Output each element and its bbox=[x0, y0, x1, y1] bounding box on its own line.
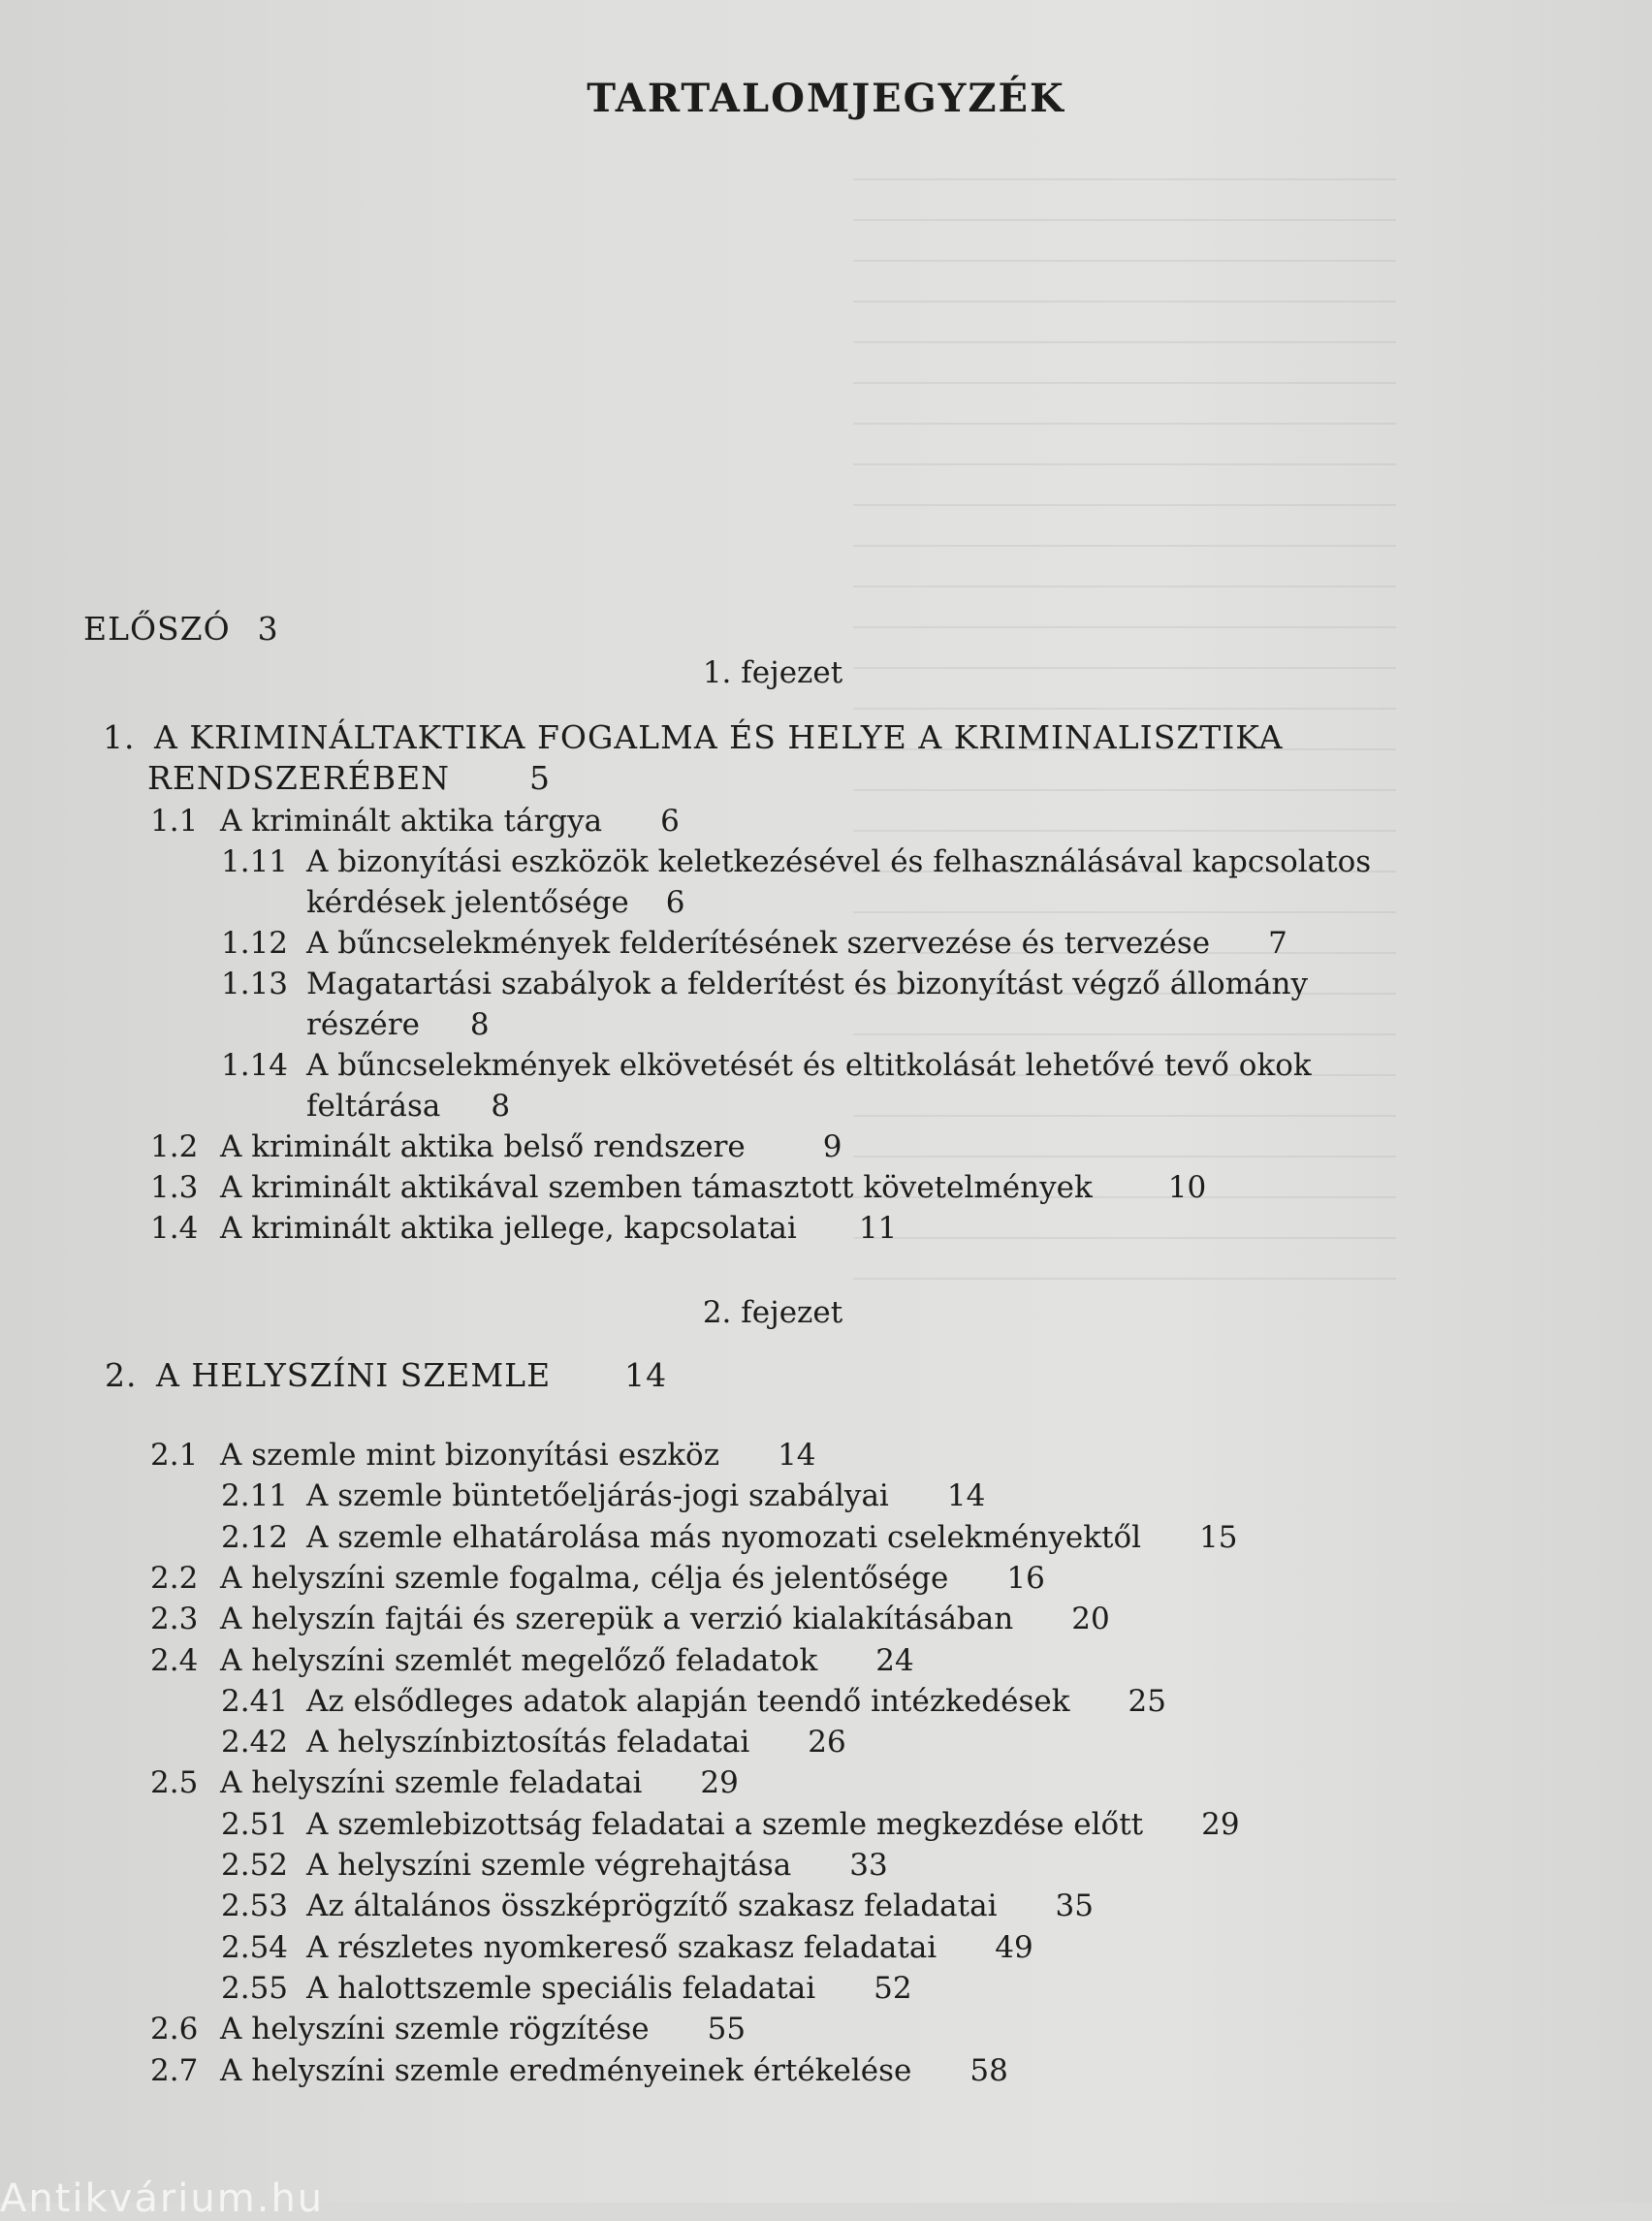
toc-page: 8 bbox=[469, 1007, 490, 1042]
toc-entry bbox=[221, 923, 1287, 964]
toc-entry bbox=[221, 1045, 1312, 1086]
toc-label: ELŐSZÓ bbox=[83, 610, 231, 648]
toc-text: A szemle büntetőeljárás-jogi szabályai bbox=[306, 1478, 889, 1513]
toc-page: 58 bbox=[969, 2053, 1008, 2088]
toc-page: 3 bbox=[257, 610, 279, 648]
toc-text: A részletes nyomkereső szakasz feladatai bbox=[306, 1930, 937, 1965]
toc-page: 55 bbox=[707, 2012, 747, 2046]
toc-page: 20 bbox=[1071, 1602, 1110, 1636]
toc-text: feltárása bbox=[306, 1089, 441, 1124]
toc-number: 1.1 bbox=[150, 804, 199, 839]
toc-text: kérdések jelentősége bbox=[306, 885, 629, 920]
toc-entry bbox=[150, 1435, 816, 1475]
toc-text: A kriminált aktika tárgya bbox=[220, 804, 603, 839]
toc-entry bbox=[221, 1681, 1166, 1722]
toc-text: A helyszíni szemle eredményeinek értékelése bbox=[220, 2053, 912, 2088]
toc-number: 1.4 bbox=[150, 1211, 199, 1246]
toc-text: A bűncselekmények felderítésének szervezése és tervezése bbox=[306, 926, 1211, 961]
toc-number: 2. bbox=[105, 1356, 138, 1394]
toc-entry bbox=[221, 1845, 888, 1886]
toc-text: Az elsődleges adatok alapján teendő intézkedések bbox=[306, 1684, 1070, 1719]
toc-page: 15 bbox=[1199, 1520, 1238, 1555]
toc-entry bbox=[221, 1804, 1240, 1845]
toc-text: A helyszínbiztosítás feladatai bbox=[306, 1725, 750, 1760]
toc-entry bbox=[150, 1599, 1110, 1639]
toc-entry bbox=[221, 1968, 912, 2009]
toc-entry bbox=[150, 1208, 897, 1249]
chapter-1-heading: 1. fejezet bbox=[702, 655, 843, 690]
toc-page: 10 bbox=[1167, 1170, 1207, 1205]
toc-text: A helyszíni szemle feladatai bbox=[220, 1765, 643, 1800]
toc-entry bbox=[150, 1126, 842, 1167]
toc-number: 2.7 bbox=[150, 2053, 199, 2088]
toc-text: A KRIMINÁLTAKTIKA FOGALMA ÉS HELYE A KRIMINALISZTIKA bbox=[154, 718, 1284, 756]
toc-entry bbox=[221, 1886, 1094, 1926]
toc-entry-chapter-1-cont bbox=[147, 758, 551, 799]
toc-page: 14 bbox=[778, 1438, 816, 1473]
toc-text: Magatartási szabályok a felderítést és bizonyítást végző állomány bbox=[306, 967, 1309, 1001]
toc-number: 2.53 bbox=[221, 1888, 289, 1923]
toc-entry bbox=[221, 1722, 846, 1762]
toc-text: A kriminált aktika jellege, kapcsolatai bbox=[220, 1211, 797, 1246]
toc-page: 7 bbox=[1268, 926, 1287, 961]
toc-text: A helyszíni szemlét megelőző feladatok bbox=[220, 1643, 818, 1678]
toc-number: 2.5 bbox=[150, 1765, 199, 1800]
toc-page: 5 bbox=[529, 759, 552, 797]
toc-page: 9 bbox=[822, 1129, 842, 1164]
toc-entry bbox=[150, 1167, 1206, 1208]
toc-page: 11 bbox=[858, 1211, 898, 1246]
toc-page: 35 bbox=[1055, 1888, 1094, 1923]
toc-page: 14 bbox=[624, 1356, 668, 1394]
toc-text: A helyszíni szemle végrehajtása bbox=[306, 1848, 792, 1883]
toc-entry-cont bbox=[306, 882, 685, 923]
toc-text: RENDSZERÉBEN bbox=[147, 759, 451, 797]
toc-page: 25 bbox=[1128, 1684, 1166, 1719]
toc-entry bbox=[150, 1762, 739, 1803]
watermark: Antikvárium.hu bbox=[0, 2176, 325, 2221]
toc-number: 2.12 bbox=[221, 1520, 289, 1555]
toc-entry bbox=[150, 801, 680, 841]
toc-text: részére bbox=[306, 1007, 420, 1042]
toc-number: 1.11 bbox=[221, 844, 289, 879]
toc-number: 1.3 bbox=[150, 1170, 199, 1205]
toc-page: 52 bbox=[874, 1971, 912, 2006]
toc-page: 6 bbox=[660, 804, 680, 839]
toc-text: A helyszín fajtái és szerepük a verzió kialakításában bbox=[220, 1602, 1014, 1636]
toc-entry-chapter-2 bbox=[105, 1355, 667, 1396]
toc-number: 2.54 bbox=[221, 1930, 289, 1965]
toc-page: 29 bbox=[700, 1765, 739, 1800]
toc-entry bbox=[150, 1558, 1045, 1599]
toc-number: 1.13 bbox=[221, 967, 289, 1001]
toc-text: A helyszíni szemle rögzítése bbox=[220, 2012, 650, 2046]
toc-entry bbox=[221, 1475, 985, 1516]
toc-text: A halottszemle speciális feladatai bbox=[306, 1971, 816, 2006]
toc-entry-chapter-1 bbox=[103, 717, 1283, 758]
toc-text: Az általános összképrögzítő szakasz feladatai bbox=[306, 1888, 998, 1923]
toc-page: 16 bbox=[1006, 1561, 1045, 1596]
toc-number: 2.11 bbox=[221, 1478, 289, 1513]
toc-number: 2.3 bbox=[150, 1602, 199, 1636]
toc-entry bbox=[150, 2050, 1008, 2091]
toc-number: 2.52 bbox=[221, 1848, 289, 1883]
toc-number: 2.6 bbox=[150, 2012, 199, 2046]
toc-entry-preface bbox=[83, 609, 279, 650]
toc-entry bbox=[221, 1517, 1238, 1558]
toc-number: 2.42 bbox=[221, 1725, 289, 1760]
toc-page: 29 bbox=[1201, 1807, 1240, 1842]
toc-text: A szemle elhatárolása más nyomozati cselekményektől bbox=[306, 1520, 1142, 1555]
toc-number: 1.12 bbox=[221, 926, 289, 961]
toc-number: 1.14 bbox=[221, 1048, 289, 1083]
toc-entry bbox=[150, 2009, 746, 2049]
toc-page: 49 bbox=[995, 1930, 1033, 1965]
toc-page: 24 bbox=[875, 1643, 914, 1678]
chapter-2-heading: 2. fejezet bbox=[702, 1295, 843, 1330]
toc-number: 2.51 bbox=[221, 1807, 289, 1842]
toc-text: A kriminált aktikával szemben támasztott követelmények bbox=[220, 1170, 1093, 1205]
toc-number: 2.41 bbox=[221, 1684, 289, 1719]
page-title: TARTALOMJEGYZÉK bbox=[587, 76, 1065, 121]
toc-entry-cont bbox=[306, 1086, 510, 1126]
toc-page: 14 bbox=[946, 1478, 986, 1513]
toc-number: 1.2 bbox=[150, 1129, 199, 1164]
toc-text: A szemle mint bizonyítási eszköz bbox=[220, 1438, 720, 1473]
toc-number: 2.4 bbox=[150, 1643, 199, 1678]
toc-number: 2.55 bbox=[221, 1971, 289, 2006]
toc-text: A HELYSZÍNI SZEMLE bbox=[156, 1356, 552, 1394]
toc-entry bbox=[150, 1640, 914, 1681]
toc-text: A szemlebizottság feladatai a szemle megkezdése előtt bbox=[306, 1807, 1144, 1842]
toc-entry-cont bbox=[306, 1004, 490, 1045]
toc-number: 2.1 bbox=[150, 1438, 199, 1473]
toc-page: 8 bbox=[491, 1089, 511, 1124]
toc-page: 26 bbox=[808, 1725, 846, 1760]
toc-page: 6 bbox=[665, 885, 685, 920]
toc-text: A helyszíni szemle fogalma, célja és jelentősége bbox=[220, 1561, 949, 1596]
toc-page: 33 bbox=[849, 1848, 888, 1883]
toc-number: 2.2 bbox=[150, 1561, 199, 1596]
toc-text: A bűncselekmények elkövetését és eltitkolását lehetővé tevő okok bbox=[306, 1048, 1312, 1083]
toc-entry bbox=[221, 964, 1308, 1004]
toc-text: A kriminált aktika belső rendszere bbox=[220, 1129, 746, 1164]
toc-number: 1. bbox=[103, 718, 136, 756]
toc-entry bbox=[221, 841, 1384, 882]
toc-text: A bizonyítási eszközök keletkezésével és felhasználásával kapcsolatos bbox=[306, 844, 1372, 879]
toc-entry bbox=[221, 1927, 1033, 1968]
